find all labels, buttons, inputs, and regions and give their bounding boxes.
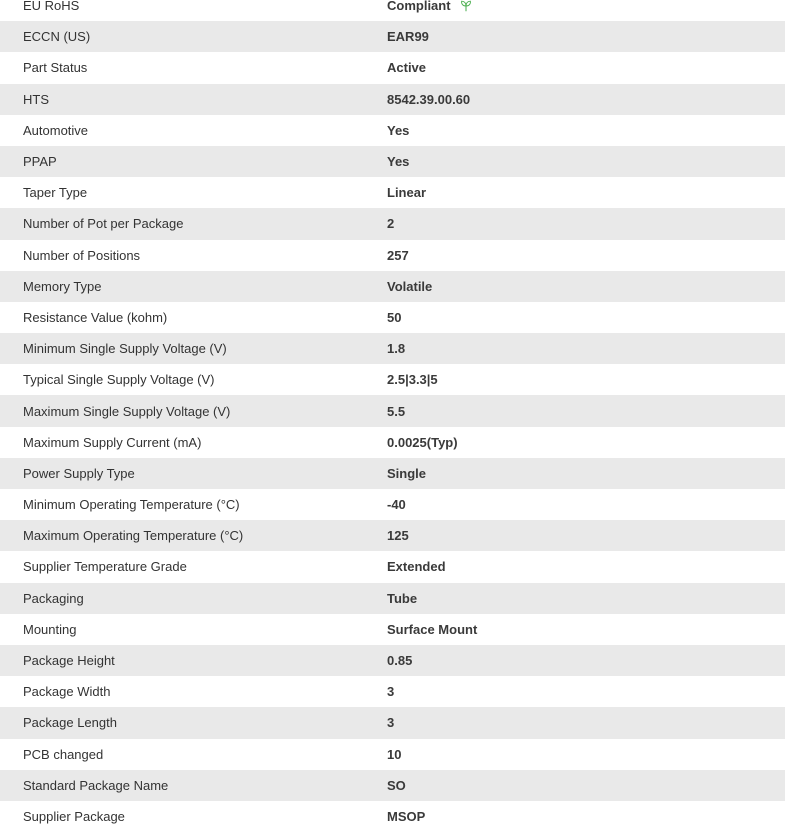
spec-value: 3: [387, 684, 395, 700]
spec-row-min-supply-voltage: [0, 333, 785, 364]
spec-label: Maximum Supply Current (mA): [23, 434, 202, 450]
spec-value: MSOP: [387, 808, 426, 824]
spec-label: Number of Pot per Package: [23, 216, 184, 232]
spec-value: 5.5: [387, 403, 406, 419]
spec-row-typ-supply-voltage: [0, 364, 785, 395]
spec-value: Surface Mount: [387, 621, 478, 637]
spec-label: Number of Positions: [23, 247, 141, 263]
spec-label: Mounting: [23, 621, 77, 637]
spec-row-package-width: [0, 676, 785, 707]
spec-row-mounting: [0, 614, 785, 645]
spec-value: 0.85: [387, 653, 413, 669]
spec-row-memory-type: [0, 271, 785, 302]
spec-row-positions: [0, 240, 785, 271]
spec-value: Single: [387, 465, 427, 481]
spec-row-packaging: [0, 583, 785, 614]
spec-label: PCB changed: [23, 746, 104, 762]
spec-value: 10: [387, 746, 402, 762]
spec-value: 50: [387, 309, 402, 325]
spec-row-resistance: [0, 302, 785, 333]
spec-label: Maximum Operating Temperature (°C): [23, 528, 244, 544]
spec-label: Package Length: [23, 715, 117, 731]
leaf-icon: [459, 0, 473, 13]
spec-label: Minimum Single Supply Voltage (V): [23, 341, 227, 357]
spec-row-max-supply-current: [0, 427, 785, 458]
spec-row-standard-package-name: [0, 770, 785, 801]
spec-value-text: Compliant: [387, 0, 451, 14]
spec-label: Memory Type: [23, 278, 102, 294]
spec-row-supplier-package: [0, 801, 785, 832]
spec-label: HTS: [23, 91, 49, 107]
spec-row-max-supply-voltage: [0, 395, 785, 426]
spec-label: PPAP: [23, 154, 57, 170]
spec-label: Automotive: [23, 122, 89, 138]
spec-row-package-length: [0, 707, 785, 738]
spec-label: Power Supply Type: [23, 465, 135, 481]
spec-value: Yes: [387, 154, 410, 170]
spec-label: Package Width: [23, 684, 111, 700]
spec-value: 3: [387, 715, 395, 731]
spec-value: Active: [387, 60, 427, 76]
spec-value: -40: [387, 497, 406, 513]
spec-row-part-status: [0, 52, 785, 83]
spec-label: ECCN (US): [23, 29, 91, 45]
spec-label: Supplier Temperature Grade: [23, 559, 187, 575]
spec-value: [387, 0, 785, 13]
spec-row-pots-per-package: [0, 208, 785, 239]
spec-label: Taper Type: [23, 185, 88, 201]
spec-label: Packaging: [23, 590, 84, 606]
spec-row-package-height: [0, 645, 785, 676]
spec-label: Package Height: [23, 653, 115, 669]
spec-value: 0.0025(Typ): [387, 434, 458, 450]
spec-value: Volatile: [387, 278, 433, 294]
spec-row-taper-type: [0, 177, 785, 208]
spec-value: 2: [387, 216, 395, 232]
spec-value: 2.5|3.3|5: [387, 372, 438, 388]
spec-row-ppap: [0, 146, 785, 177]
spec-value: EAR99: [387, 29, 429, 45]
spec-value: Yes: [387, 122, 410, 138]
spec-value: Linear: [387, 185, 427, 201]
spec-row-temperature-grade: [0, 551, 785, 582]
spec-value: Tube: [387, 590, 418, 606]
spec-row-pcb-changed: [0, 739, 785, 770]
spec-label: Standard Package Name: [23, 777, 169, 793]
spec-label: Supplier Package: [23, 808, 125, 824]
spec-label: Minimum Operating Temperature (°C): [23, 497, 240, 513]
spec-label: Typical Single Supply Voltage (V): [23, 372, 215, 388]
spec-row-eccn: [0, 21, 785, 52]
spec-row-automotive: [0, 115, 785, 146]
spec-value: 1.8: [387, 341, 406, 357]
spec-value: 8542.39.00.60: [387, 91, 471, 107]
spec-row-max-operating-temp: [0, 520, 785, 551]
spec-row-eu-rohs: [0, 0, 785, 21]
spec-value: 257: [387, 247, 409, 263]
spec-label: EU RoHS: [23, 0, 80, 14]
spec-value: Extended: [387, 559, 446, 575]
spec-label: Maximum Single Supply Voltage (V): [23, 403, 231, 419]
spec-row-min-operating-temp: [0, 489, 785, 520]
spec-row-power-supply-type: [0, 458, 785, 489]
spec-label: Resistance Value (kohm): [23, 309, 168, 325]
spec-label: Part Status: [23, 60, 88, 76]
spec-row-hts: [0, 84, 785, 115]
spec-value: SO: [387, 777, 406, 793]
spec-value: 125: [387, 528, 409, 544]
